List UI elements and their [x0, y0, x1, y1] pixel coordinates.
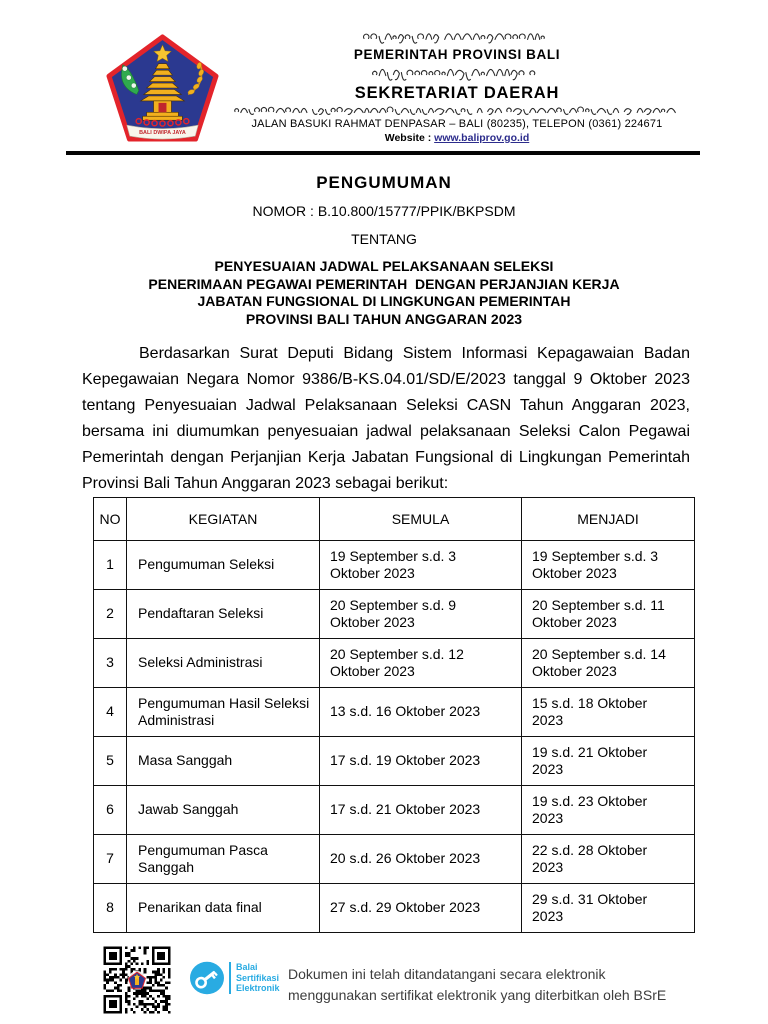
cell-no: 7 [94, 835, 127, 884]
document-title: PENGUMUMAN [316, 173, 452, 192]
cell-kegiatan: Seleksi Administrasi [127, 639, 320, 688]
table-row [94, 688, 695, 737]
disclaimer-line-1: Dokumen ini telah ditandatangani secara elektronik [288, 966, 606, 982]
document-number: NOMOR : B.10.800/15777/PPIK/BKPSDM [252, 203, 516, 219]
cell-no: 1 [94, 541, 127, 590]
cell-menjadi: 19 s.d. 21 Oktober 2023 [522, 737, 695, 786]
col-header-kegiatan: KEGIATAN [127, 498, 320, 541]
subject-line-3: JABATAN FUNGSIONAL DI LINGKUNGAN PEMERINTAH [197, 293, 571, 309]
bali-province-emblem [103, 33, 222, 145]
cell-semula: 17 s.d. 19 Oktober 2023 [320, 737, 522, 786]
document-subject [0, 258, 768, 328]
schedule-table-body [94, 541, 695, 933]
bsre-logo [189, 960, 225, 996]
address-line: JALAN BASUKI RAHMAT DENPASAR – BALI (80235), TELEPON (0361) 224671 [251, 118, 663, 130]
cell-menjadi: 29 s.d. 31 Oktober 2023 [522, 884, 695, 933]
cell-semula: 19 September s.d. 3 Oktober 2023 [320, 541, 522, 590]
table-row [94, 639, 695, 688]
cell-menjadi: 15 s.d. 18 Oktober 2023 [522, 688, 695, 737]
cell-kegiatan: Pengumuman Seleksi [127, 541, 320, 590]
subject-line-1: PENYESUAIAN JADWAL PELAKSANAAN SELEKSI [214, 258, 554, 274]
table-row [94, 737, 695, 786]
cell-no: 5 [94, 737, 127, 786]
letterhead-divider [66, 151, 700, 155]
balinese-script-line-3 [233, 104, 681, 117]
col-header-no: NO [94, 498, 127, 541]
org-name: PEMERINTAH PROVINSI BALI [353, 47, 561, 62]
cell-kegiatan: Pendaftaran Seleksi [127, 590, 320, 639]
qr-center-emblem [127, 970, 147, 990]
cell-semula: 27 s.d. 29 Oktober 2023 [320, 884, 522, 933]
signature-disclaimer [288, 964, 666, 1006]
dept-name: SEKRETARIAT DAERAH [354, 84, 560, 102]
cell-menjadi: 20 September s.d. 14 Oktober 2023 [522, 639, 695, 688]
emblem-banner-text: BALI DWIPA JAYA [139, 130, 186, 137]
table-row [94, 884, 695, 933]
cell-menjadi: 22 s.d. 28 Oktober 2023 [522, 835, 695, 884]
cell-kegiatan: Pengumuman Pasca Sanggah [127, 835, 320, 884]
schedule-table [93, 497, 695, 933]
cell-menjadi: 19 s.d. 23 Oktober 2023 [522, 786, 695, 835]
website-line [232, 132, 682, 144]
col-header-semula: SEMULA [320, 498, 522, 541]
col-header-menjadi: MENJADI [522, 498, 695, 541]
cell-no: 4 [94, 688, 127, 737]
website-label: Website : [384, 132, 432, 144]
letterhead [232, 27, 682, 144]
subject-line-4: PROVINSI BALI TAHUN ANGGARAN 2023 [245, 310, 523, 327]
bsre-name-line-2: Sertifikasi [236, 972, 280, 983]
bsre-name [229, 962, 280, 994]
body-paragraph: Berdasarkan Surat Deputi Bidang Sistem Informasi Kepagawaian Badan Kepegawaian Negara Nomor 9386/B-KS.04.01/SD/E/2023 tanggal 9 Oktober 2023 tentang Penyesuaian Jadwal Pelaksanaan Seleksi CASN Tahun Anggaran 2023, bersama ini diumumkan penyesuaian jadwal pelaksanaan Seleksi Calon Pegawai Pemerintah dengan Perjanjian Kerja Jabatan Fungsional di Lingkungan Pemerintah Provinsi Bali Tahun Anggaran 2023 sebagai berikut: [82, 345, 690, 492]
balinese-script-line-1 [362, 28, 552, 46]
cell-no: 8 [94, 884, 127, 933]
cell-semula: 13 s.d. 16 Oktober 2023 [320, 688, 522, 737]
cell-kegiatan: Penarikan data final [127, 884, 320, 933]
table-row [94, 541, 695, 590]
disclaimer-line-2: menggunakan sertifikat elektronik yang diterbitkan oleh BSrE [288, 987, 667, 1003]
bsre-name-line-1: Balai [236, 962, 258, 972]
bsre-name-line-3: Elektronik [236, 983, 280, 993]
cell-menjadi: 20 September s.d. 11 Oktober 2023 [522, 590, 695, 639]
subject-line-2: PENERIMAAN PEGAWAI PEMERINTAH DENGAN PERJANJIAN KERJA [148, 275, 620, 292]
table-row [94, 835, 695, 884]
table-row [94, 590, 695, 639]
cell-no: 6 [94, 786, 127, 835]
balinese-script-line-2 [371, 63, 543, 83]
cell-kegiatan: Pengumuman Hasil Seleksi Administrasi [127, 688, 320, 737]
cell-no: 2 [94, 590, 127, 639]
table-header-row [94, 498, 695, 541]
temple-door [159, 103, 167, 112]
table-row [94, 786, 695, 835]
cell-kegiatan: Jawab Sanggah [127, 786, 320, 835]
website-url-link[interactable]: www.baliprov.go.id [434, 132, 530, 144]
cell-menjadi: 19 September s.d. 3 Oktober 2023 [522, 541, 695, 590]
cell-semula: 20 September s.d. 12 Oktober 2023 [320, 639, 522, 688]
cell-no: 3 [94, 639, 127, 688]
cell-semula: 20 September s.d. 9 Oktober 2023 [320, 590, 522, 639]
cell-kegiatan: Masa Sanggah [127, 737, 320, 786]
cell-semula: 20 s.d. 26 Oktober 2023 [320, 835, 522, 884]
about-label: TENTANG [351, 231, 417, 247]
cell-semula: 17 s.d. 21 Oktober 2023 [320, 786, 522, 835]
